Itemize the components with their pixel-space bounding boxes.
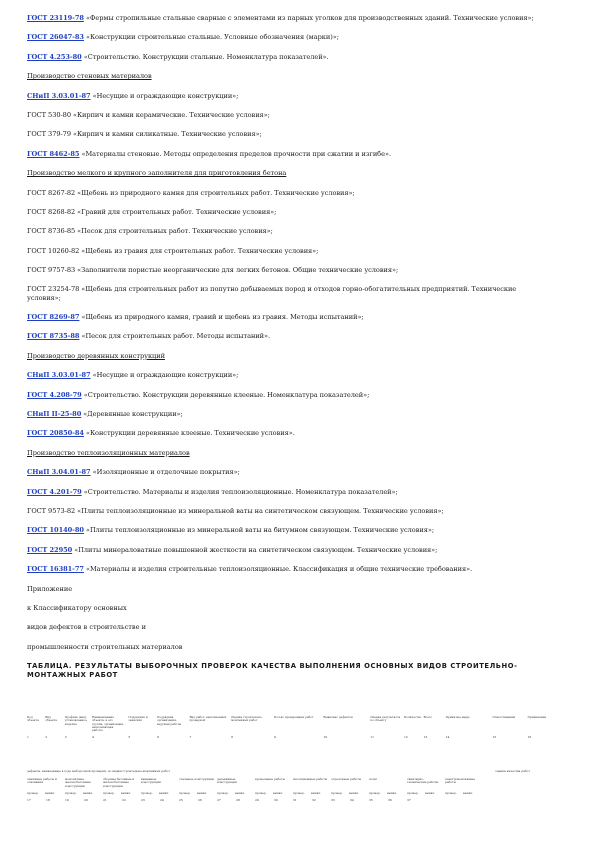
standard-title: «Строительство. Материалы и изделия теплоизоляционные. Номенклатура показателей»;: [81, 487, 398, 496]
table2-subheader: выявл.: [159, 791, 170, 795]
standard-link[interactable]: ГОСТ 10140-80: [27, 526, 84, 535]
table2-group-header: деревянные конструкции: [217, 777, 237, 785]
table2-subheader: провер.: [65, 791, 77, 795]
standard-link[interactable]: ГОСТ 4.201-79: [27, 487, 82, 496]
standard-item: [27, 391, 547, 399]
table2-main-header: дефекты, выявленные в ходе выборочной проверки, по видам строительно-монтажных работ: [27, 769, 170, 773]
standard-link[interactable]: СНиП 3.04.01-87: [27, 468, 91, 477]
table2-subheader: выявл.: [425, 791, 436, 795]
table2-subheader: провер.: [369, 791, 381, 795]
appendix-line: Приложение: [27, 584, 73, 593]
table2-subheader: выявл.: [463, 791, 474, 795]
standard-link[interactable]: ГОСТ 4.253-80: [27, 52, 82, 61]
table2-col-number: 35: [369, 798, 373, 802]
standard-item: [27, 227, 547, 235]
table2-subheader: провер.: [27, 791, 39, 795]
table1-header: Подрядная организация, ведущая работы: [157, 715, 182, 726]
table1-col-number: 11: [370, 735, 375, 739]
standard-title: «Конструкции деревянные клееные. Технические условия».: [83, 429, 295, 438]
table2-col-number: 32: [312, 798, 316, 802]
table2-col-number: 21: [103, 798, 107, 802]
table2-col-number: 22: [122, 798, 126, 802]
table2-col-number: 28: [236, 798, 240, 802]
standard-item: [27, 410, 547, 418]
standard-item: [27, 92, 547, 100]
standard-item: [27, 150, 547, 158]
standard-link[interactable]: ГОСТ 8462-85: [27, 149, 80, 158]
table2-subheader: выявл.: [121, 791, 132, 795]
standard-title: «Конструкции строительные стальные. Условные обозначения (марки)»;: [83, 33, 339, 42]
table1-col-number: 5: [128, 735, 131, 739]
standard-title: ГОСТ 10260-82 «Щебень из гравия для строительных работ. Технические условия»;: [27, 246, 319, 255]
table1-header: Ответственный: [492, 715, 516, 719]
table2-col-number: 26: [198, 798, 202, 802]
standard-title: «Деревянные конструкции»;: [81, 410, 183, 419]
standard-title: ГОСТ 9757-83 «Заполнители пористые неорганические для легких бетонов. Общие технические условия»;: [27, 266, 399, 275]
table2-group-header: электромонтажные работы: [445, 777, 475, 785]
standard-item: [27, 14, 547, 22]
standard-item: [27, 429, 547, 437]
standard-link[interactable]: ГОСТ 26047-83: [27, 33, 84, 42]
table2-col-number: 24: [160, 798, 164, 802]
table1-col-number: 7: [189, 735, 192, 739]
standard-link[interactable]: ГОСТ 23119-78: [27, 14, 84, 22]
section-heading-text: Производство стеновых материалов: [27, 72, 152, 81]
standard-item: [27, 565, 547, 573]
standard-title: ГОСТ 23254-78 «Щебень для строительных работ из попутно добываемых пород и отходов горно-обогатительных предприятий. Технические условия»;: [27, 285, 517, 302]
table1-col-number: 4: [92, 735, 94, 739]
standard-title: ГОСТ 379-79 «Кирпич и камни силикатные. Технические условия»;: [27, 130, 262, 139]
table2-col-number: 34: [350, 798, 354, 802]
standard-title: ГОСТ 530-80 «Кирпич и камни керамические. Технические условия»;: [27, 110, 270, 119]
standard-link[interactable]: ГОСТ 22950: [27, 545, 73, 554]
document-body: [27, 14, 547, 680]
standard-link[interactable]: СНиП II-25-80: [27, 410, 82, 419]
table2-subheader: выявл.: [349, 791, 360, 795]
standard-title: «Материалы и изделия строительные теплоизоляционные. Классификация и общие технические требования».: [83, 565, 473, 574]
standard-item: [27, 313, 547, 321]
table1-header: Вид объекта: [45, 715, 57, 723]
table1-col-number: 6: [157, 735, 159, 739]
table1-header: Всего: [423, 715, 432, 719]
table2-subheader: провер.: [103, 791, 115, 795]
standard-link[interactable]: СНиП 3.03.01-87: [27, 371, 91, 380]
standard-item: [27, 53, 547, 61]
standard-title: «Плиты минераловатные повышенной жесткости на синтетическом связующем. Технические условия»;: [72, 545, 438, 554]
table1-col-number: 9: [274, 735, 276, 739]
standard-title: «Песок для строительных работ. Методы испытаний».: [79, 332, 271, 341]
standard-link[interactable]: ГОСТ 16381-77: [27, 565, 84, 574]
standard-title: «Изоляционные и отделочные покрытия»;: [90, 468, 240, 477]
standard-item: [27, 33, 547, 41]
table1-header: Наименование объекта, и его группа, организация, выполняющая работы: [92, 715, 124, 733]
standard-title: ГОСТ 8736-85 «Песок для строительных работ. Технические условия»;: [27, 227, 273, 236]
section-heading-text: Производство теплоизоляционных материалов: [27, 448, 190, 457]
table2-group-header: монолитные железобетонные конструкции: [65, 777, 91, 788]
table2-subheader: провер.: [179, 791, 191, 795]
table2-col-number: 17: [27, 798, 31, 802]
table2-subheader: выявл.: [235, 791, 246, 795]
section-heading: [27, 449, 547, 457]
standard-item: [27, 332, 547, 340]
standard-item: [27, 285, 547, 301]
table2-col-number: 33: [331, 798, 335, 802]
table1-header: Вид работ, выполненных проверкой: [189, 715, 227, 723]
table2-group-header: земляные работы и основания: [27, 777, 57, 785]
table2-subheader: выявл.: [387, 791, 398, 795]
table2-group-header: полы: [369, 777, 377, 781]
standard-item: [27, 488, 547, 496]
standard-item: [27, 468, 547, 476]
table1-col-number: 10: [323, 735, 328, 739]
table1-header: Количество: [404, 715, 422, 719]
table1-header: Оценка результатов по объекту: [370, 715, 401, 723]
table-title: ТАБЛИЦА. РЕЗУЛЬТАТЫ ВЫБОРОЧНЫХ ПРОВЕРОК КАЧЕСТВА ВЫПОЛНЕНИЯ ОСНОВНЫХ ВИДОВ СТРОИТЕЛЬНО-МОНТАЖНЫХ РАБОТ: [27, 662, 518, 680]
table2-subheader: выявл.: [273, 791, 284, 795]
standard-title: «Строительство. Конструкции деревянные клееные. Номенклатура показателей»;: [81, 390, 370, 399]
table1-col-number: 13: [423, 735, 428, 739]
table1-col-number: 15: [492, 735, 497, 739]
table2-col-number: 31: [293, 798, 297, 802]
standard-title: ГОСТ 8267-82 «Щебень из природного камня для строительных работ. Технические условия»;: [27, 188, 355, 197]
standard-link[interactable]: ГОСТ 4.208-79: [27, 390, 82, 399]
standard-title: ГОСТ 8268-82 «Гравий для строительных работ. Технические условия»;: [27, 207, 277, 216]
results-table-part1: [27, 716, 547, 746]
table2-subheader: провер.: [217, 791, 229, 795]
table1-header: Принятые меры: [445, 715, 470, 719]
standard-title: «Щебень из природного камня, гравий и щебень из гравия. Методы испытаний»;: [79, 313, 364, 322]
table1-header: Профиль (вид), установленное изделие: [64, 715, 88, 726]
table2-subheader: провер.: [141, 791, 153, 795]
table2-subheader: выявл.: [83, 791, 94, 795]
table2-subheader: выявл.: [311, 791, 322, 795]
table2-subheader: провер.: [331, 791, 343, 795]
standard-title: «Плиты теплоизоляционные из минеральной ваты на битумном связующем. Технические условия»;: [83, 526, 434, 535]
table2-col-number: 19: [65, 798, 69, 802]
table2-group-header: кровельные работы: [255, 777, 285, 781]
section-heading: [27, 169, 547, 177]
table2-col-number: 27: [217, 798, 221, 802]
table2-col-number: 20: [84, 798, 88, 802]
table2-col-number: 18: [46, 798, 50, 802]
appendix-line: к Классификатору основных: [27, 603, 127, 612]
standard-link[interactable]: ГОСТ 8269-87: [27, 313, 80, 322]
table2-group-header: каменные конструкции: [141, 777, 161, 785]
table1-header: Оценка строительно-монтажных работ: [231, 715, 263, 723]
standard-title: ГОСТ 9573-82 «Плиты теплоизоляционные из минеральной ваты на синтетическом связующем. Технические условия»;: [27, 506, 444, 515]
section-heading-text: Производство деревянных конструкций: [27, 351, 165, 360]
table2-subheader: провер.: [293, 791, 305, 795]
table1-header: Код объекта: [27, 715, 39, 723]
table2-col-number: 29: [255, 798, 259, 802]
standard-item: [27, 546, 547, 554]
standard-item: [27, 266, 547, 274]
table1-header: Подрядчик и заказчик: [128, 715, 148, 723]
standard-title: «Строительство. Конструкции стальные. Номенклатура показателей».: [81, 52, 329, 61]
table1-col-number: 12: [404, 735, 408, 739]
table2-subheader: провер.: [255, 791, 267, 795]
standard-item: [27, 189, 547, 197]
standard-link[interactable]: ГОСТ 8735-88: [27, 332, 80, 341]
standard-title: «Несущие и ограждающие конструкции»;: [90, 91, 239, 100]
appendix-line: промышленности строительных материалов: [27, 642, 183, 651]
table1-col-number: 14: [445, 735, 450, 739]
table1-col-number: 8: [231, 735, 234, 739]
standard-item: [27, 507, 547, 515]
table2-col-number: 23: [141, 798, 145, 802]
table2-col-number: 25: [179, 798, 183, 802]
table2-subheader: провер.: [407, 791, 419, 795]
standard-title: «Несущие и ограждающие конструкции»;: [90, 371, 239, 380]
standard-item: [27, 208, 547, 216]
table2-col-number: 36: [388, 798, 392, 802]
standard-item: [27, 371, 547, 379]
standard-title: «Материалы стеновые. Методы определения пределов прочности при сжатии и изгибе».: [79, 149, 391, 158]
table1-col-number: 1: [27, 735, 29, 739]
standard-item: [27, 130, 547, 138]
standard-item: [27, 111, 547, 119]
table2-subheader: провер.: [445, 791, 457, 795]
table2-col-number: 30: [274, 798, 278, 802]
table2-right-header: оценка качества работ: [495, 769, 530, 773]
table1-header: Примечание: [527, 715, 547, 719]
section-heading-text: Производство мелкого и крупного заполнителя для приготовления бетона: [27, 169, 287, 178]
table1-header: Выявлено дефектов: [323, 715, 353, 719]
table2-group-header: санитарно-технические работы: [407, 777, 439, 785]
standard-item: [27, 247, 547, 255]
results-table-part2: [27, 770, 557, 810]
section-heading: [27, 352, 547, 360]
table2-subheader: выявл.: [45, 791, 56, 795]
table2-group-header: сборные бетонные и железобетонные конструкции: [103, 777, 135, 788]
table2-col-number: 37: [407, 798, 411, 802]
standard-item: [27, 526, 547, 534]
standard-link[interactable]: ГОСТ 20850-84: [27, 429, 84, 438]
table1-col-number: 3: [64, 735, 67, 739]
table1-col-number: 2: [45, 735, 48, 739]
standard-link[interactable]: СНиП 3.03.01-87: [27, 91, 91, 100]
section-heading: [27, 72, 547, 80]
table2-group-header: отделочные работы: [331, 777, 362, 781]
table2-group-header: изоляционные работы: [293, 777, 328, 781]
table2-subheader: выявл.: [197, 791, 208, 795]
appendix-line: видов дефектов в строительстве и: [27, 623, 147, 632]
table1-header: Кол-во проверенных работ: [274, 715, 314, 719]
table2-group-header: стальные конструкции: [179, 777, 214, 781]
table1-col-number: 16: [527, 735, 532, 739]
standard-title: «Фермы стропильные стальные сварные с элементами из парных уголков для производственных зданий. Технические условия»;: [83, 14, 534, 22]
